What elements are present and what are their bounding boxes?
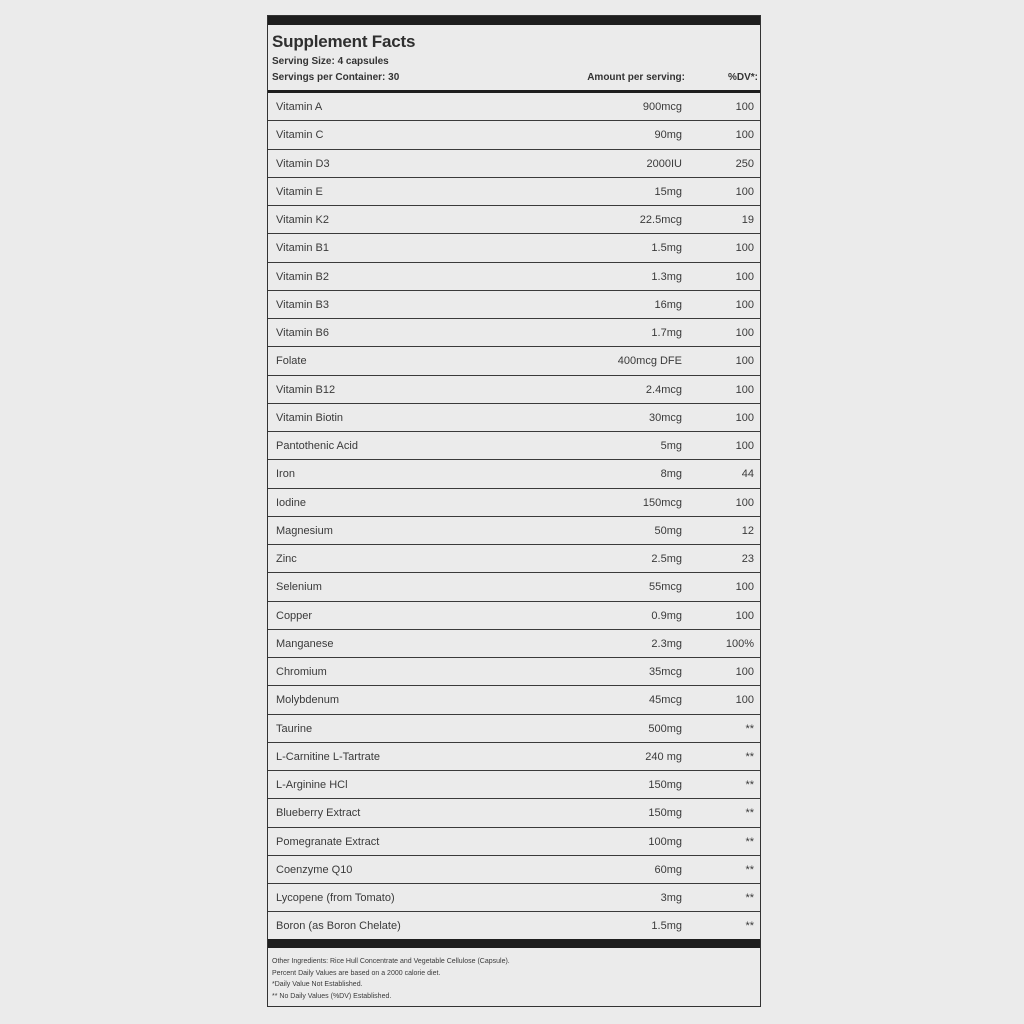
table-row	[268, 799, 760, 827]
nutrient-daily-value: 100	[735, 101, 754, 113]
table-row	[268, 686, 760, 714]
nutrient-amount: 45mcg	[648, 694, 682, 707]
nutrient-daily-value: 100	[735, 185, 754, 198]
nutrient-amount: 35mcg	[648, 666, 682, 678]
percent-dv-note: Percent Daily Values are based on a 2000 calorie diet.	[272, 969, 441, 977]
nutrient-daily-value: 100	[735, 411, 754, 424]
daily-value-header: %DV*:	[727, 72, 758, 83]
table-row	[268, 432, 760, 460]
table-row	[268, 856, 760, 884]
nutrient-amount: 1.5mg	[651, 242, 682, 255]
nutrient-amount: 100mg	[648, 835, 682, 848]
nutrient-name: Vitamin C	[276, 129, 324, 142]
nutrient-name: Iodine	[276, 496, 306, 509]
table-row	[268, 376, 760, 404]
nutrient-name: Vitamin K2	[276, 214, 329, 226]
nutrient-amount: 22.5mcg	[639, 214, 682, 226]
nutrient-name: Magnesium	[276, 524, 333, 537]
nutrient-daily-value: 100	[735, 440, 754, 452]
table-row	[268, 460, 760, 488]
table-row	[268, 545, 760, 573]
nutrient-amount: 16mg	[654, 298, 682, 311]
nutrient-daily-value: **	[745, 863, 754, 876]
nutrient-daily-value: 100	[735, 383, 754, 396]
table-row	[268, 150, 760, 178]
nutrient-daily-value: **	[745, 920, 754, 933]
nutrient-daily-value: 23	[741, 553, 754, 565]
nutrient-daily-value: 100	[735, 581, 754, 594]
nutrient-amount: 90mg	[654, 129, 682, 142]
nutrient-amount: 240 mg	[645, 750, 682, 763]
table-row	[268, 630, 760, 658]
nutrient-amount: 15mg	[654, 185, 682, 198]
single-star-note: *Daily Value Not Established.	[272, 981, 363, 988]
nutrient-name: Vitamin A	[276, 101, 323, 113]
table-row	[268, 573, 760, 601]
nutrient-daily-value: 100%	[725, 637, 754, 650]
nutrient-amount: 2.3mg	[651, 637, 682, 650]
label-title: Supplement Facts	[272, 32, 416, 51]
nutrient-name: Taurine	[276, 722, 313, 735]
other-ingredients: Other Ingredients: Rice Hull Concentrate and Vegetable Cellulose (Capsule).	[272, 958, 510, 965]
nutrient-amount: 0.9mg	[651, 609, 682, 622]
nutrient-daily-value: 100	[735, 327, 754, 339]
table-row	[268, 517, 760, 545]
nutrient-daily-value: **	[745, 892, 754, 904]
nutrient-amount: 150mg	[648, 807, 682, 820]
nutrient-amount: 400mcg DFE	[617, 355, 682, 368]
nutrient-name: Folate	[276, 355, 307, 368]
table-row	[268, 658, 760, 686]
table-row	[268, 489, 760, 517]
nutrient-name: Lycopene (from Tomato)	[276, 892, 395, 904]
nutrient-name: Pantothenic Acid	[276, 440, 358, 452]
table-row	[268, 121, 760, 149]
table-row	[268, 404, 760, 432]
nutrient-name: L-Arginine HCl	[276, 779, 348, 791]
nutrient-daily-value: 100	[735, 609, 754, 622]
nutrient-daily-value: 19	[741, 214, 754, 226]
nutrient-name: Copper	[276, 609, 313, 622]
nutrient-name: Vitamin B6	[276, 327, 329, 339]
nutrient-amount: 30mcg	[648, 411, 682, 424]
nutrient-daily-value: **	[745, 807, 754, 820]
nutrient-daily-value: 12	[741, 524, 754, 537]
nutrient-daily-value: 250	[735, 157, 754, 170]
nutrient-name: Vitamin B3	[276, 298, 329, 311]
table-row	[268, 263, 760, 291]
table-row	[268, 743, 760, 771]
servings-per-container: Servings per Container: 30	[272, 72, 400, 83]
nutrient-name: Iron	[276, 468, 295, 481]
nutrient-daily-value: 100	[735, 496, 754, 509]
nutrient-daily-value: **	[745, 835, 754, 848]
nutrient-amount: 1.5mg	[651, 920, 682, 933]
nutrient-daily-value: 44	[741, 468, 754, 481]
nutrient-amount: 900mcg	[642, 101, 682, 113]
nutrient-name: Vitamin B2	[276, 270, 329, 283]
table-row	[268, 206, 760, 234]
nutrient-table	[268, 93, 760, 941]
nutrient-daily-value: 100	[735, 355, 754, 368]
table-row	[268, 884, 760, 912]
nutrient-name: Vitamin B1	[276, 242, 329, 255]
nutrient-name: Vitamin D3	[276, 157, 330, 170]
nutrient-daily-value: **	[745, 750, 754, 763]
nutrient-daily-value: 100	[735, 694, 754, 707]
nutrient-name: Manganese	[276, 637, 334, 650]
nutrient-name: Chromium	[276, 666, 327, 678]
table-row	[268, 291, 760, 319]
nutrient-amount: 3mg	[660, 892, 682, 904]
nutrient-amount: 1.7mg	[651, 327, 682, 339]
nutrient-name: Vitamin E	[276, 185, 323, 198]
nutrient-daily-value: **	[745, 722, 754, 735]
nutrient-amount: 60mg	[654, 863, 682, 876]
table-row	[268, 234, 760, 262]
bottom-bar	[268, 939, 760, 948]
footer-notes	[272, 956, 510, 1002]
nutrient-name: Molybdenum	[276, 694, 339, 707]
table-row	[268, 178, 760, 206]
table-row	[268, 93, 760, 121]
table-row	[268, 771, 760, 799]
top-bar	[268, 16, 760, 25]
table-row	[268, 602, 760, 630]
nutrient-amount: 2.5mg	[651, 553, 682, 565]
table-row	[268, 715, 760, 743]
nutrient-name: Boron (as Boron Chelate)	[276, 920, 401, 933]
table-row	[268, 319, 760, 347]
nutrient-daily-value: 100	[735, 298, 754, 311]
amount-per-serving-header: Amount per serving:	[587, 72, 685, 83]
table-row	[268, 912, 760, 940]
nutrient-name: Zinc	[276, 553, 297, 565]
nutrient-daily-value: 100	[735, 242, 754, 255]
double-star-note: ** No Daily Values (%DV) Established.	[272, 992, 392, 1000]
nutrient-name: L-Carnitine L-Tartrate	[276, 750, 380, 763]
nutrient-amount: 1.3mg	[651, 270, 682, 283]
nutrient-amount: 2000IU	[646, 157, 682, 170]
nutrient-amount: 8mg	[660, 468, 682, 481]
table-row	[268, 347, 760, 375]
nutrient-daily-value: 100	[735, 666, 754, 678]
serving-size: Serving Size: 4 capsules	[272, 56, 389, 67]
nutrient-amount: 5mg	[660, 440, 682, 452]
nutrient-name: Vitamin B12	[276, 383, 336, 396]
nutrient-name: Selenium	[276, 581, 322, 594]
supplement-facts-panel	[267, 15, 761, 1007]
nutrient-name: Pomegranate Extract	[276, 835, 380, 848]
nutrient-amount: 150mg	[648, 779, 682, 791]
nutrient-amount: 2.4mcg	[645, 383, 682, 396]
nutrient-daily-value: **	[745, 779, 754, 791]
nutrient-amount: 50mg	[654, 524, 682, 537]
nutrient-amount: 55mcg	[648, 581, 682, 594]
nutrient-daily-value: 100	[735, 129, 754, 142]
nutrient-daily-value: 100	[735, 270, 754, 283]
nutrient-name: Vitamin Biotin	[276, 411, 344, 424]
nutrient-amount: 150mcg	[642, 496, 682, 509]
nutrient-name: Coenzyme Q10	[276, 863, 353, 876]
nutrient-name: Blueberry Extract	[276, 807, 361, 820]
nutrient-amount: 500mg	[648, 722, 682, 735]
table-row	[268, 828, 760, 856]
